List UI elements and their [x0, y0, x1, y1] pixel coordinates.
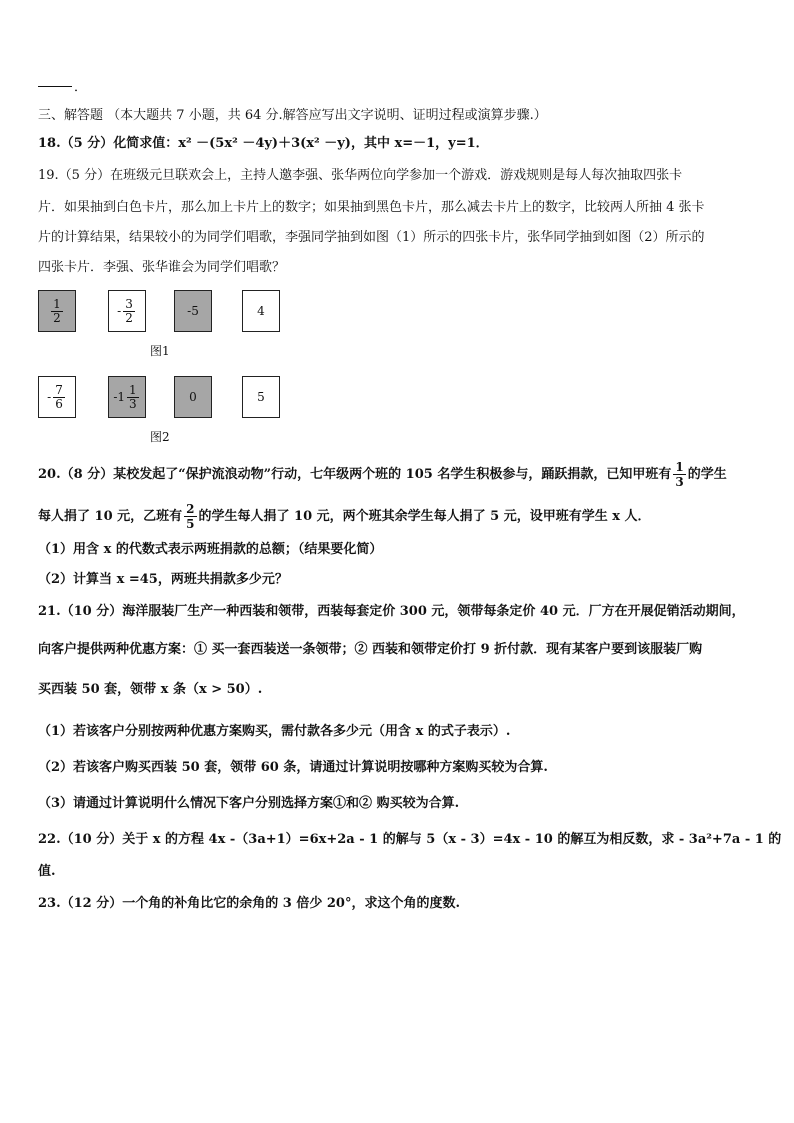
denominator: 2: [125, 310, 133, 325]
fig1-card-4: 4: [242, 290, 280, 332]
question-21-line-1: 21.（10 分）海洋服装厂生产一种西装和领带，西装每套定价 300 元，领带每条定价 40 元．厂方在开展促销活动期间，: [38, 604, 745, 619]
q20-text-c: 每人捐了 10 元，乙班有: [38, 509, 183, 524]
question-22-line-1: 22.（10 分）关于 x 的方程 4x -（3a+1）=6x+2a - 1 的解与 5（x - 3）=4x - 10 的解互为相反数，求 - 3a²+7a - 1 的: [38, 832, 782, 847]
numerator: 7: [55, 382, 63, 397]
denominator: 2: [53, 310, 61, 325]
q20-text-b: 的学生: [687, 467, 727, 482]
fraction-one-third: [673, 460, 685, 489]
numerator: 3: [125, 296, 133, 311]
numerator: 1: [129, 382, 137, 397]
numerator: 1: [53, 296, 61, 311]
question-21-line-2: 向客户提供两种优惠方案：① 买一套西装送一条领带；② 西装和领带定价打 9 折付款．现有某客户要到该服装厂购: [38, 642, 703, 657]
question-20-line-2: [38, 502, 651, 531]
question-22-line-2: 值.: [38, 864, 56, 879]
fraction: [53, 384, 65, 411]
fig2-card-1: [38, 376, 76, 418]
fig2-card-3: 0: [174, 376, 212, 418]
section-title: 三、解答题: [38, 108, 104, 123]
question-20-sub-2: （2）计算当 x =45，两班共捐款多少元？: [38, 572, 288, 587]
denominator: 3: [129, 396, 137, 411]
question-21-sub-3: （3）请通过计算说明什么情况下客户分别选择方案①和② 购买较为合算.: [38, 796, 460, 811]
question-19-line-4: 四张卡片．李强、张华谁会为同学们唱歌？: [38, 260, 286, 275]
sign: -: [117, 304, 122, 318]
q20-text-d: 的学生每人捐了 10 元，两个班其余学生每人捐了 5 元，设甲班有学生 x 人．: [198, 509, 651, 524]
question-20-line-1: [38, 460, 727, 489]
question-23: 23.（12 分）一个角的补角比它的余角的 3 倍少 20°，求这个角的度数.: [38, 896, 460, 911]
fig1-card-2: [108, 290, 146, 332]
question-19-line-2: 片．如果抽到白色卡片，那么加上卡片上的数字；如果抽到黑色卡片，那么减去卡片上的数字，比较两人所抽 4 张卡: [38, 200, 705, 215]
sign: -: [47, 390, 52, 404]
question-18: 18.（5 分）化简求值：x² －(5x² －4y)＋3(x² －y)，其中 x=－1，y=1．: [38, 136, 489, 151]
question-19-line-3: 片的计算结果，结果较小的为同学们唱歌，李强同学抽到如图（1）所示的四张卡片，张华同学抽到如图（2）所示的: [38, 230, 705, 245]
fig1-caption: 图1: [150, 344, 170, 358]
question-19-line-1: 19.（5 分）在班级元旦联欢会上，主持人邀李强、张华两位向学参加一个游戏．游戏规则是每人每次抽取四张卡: [38, 168, 683, 183]
fraction: [51, 298, 63, 325]
section-header: [38, 106, 547, 126]
fig2-caption: 图2: [150, 430, 170, 444]
fraction-two-fifths: [184, 502, 196, 531]
blank-period: ．: [74, 80, 88, 95]
denominator: 5: [186, 517, 195, 531]
fraction: [123, 298, 135, 325]
fig1-card-1: [38, 290, 76, 332]
fraction: [127, 384, 139, 411]
section-note: （本大题共 7 小题，共 64 分.解答应写出文字说明、证明过程或演算步骤.）: [107, 108, 547, 123]
question-21-line-3: 买西装 50 套，领带 x 条（x > 50）.: [38, 682, 263, 697]
fig2-card-4: 5: [242, 376, 280, 418]
whole: -1: [113, 390, 126, 404]
fig2-card-2: [108, 376, 146, 418]
fig1-card-3: -5: [174, 290, 212, 332]
question-20-sub-1: （1）用含 x 的代数式表示两班捐款的总额；（结果要化简）: [38, 542, 383, 557]
question-21-sub-2: （2）若该客户购买西装 50 套，领带 60 条，请通过计算说明按哪种方案购买较为合算.: [38, 760, 548, 775]
numerator: 2: [186, 502, 195, 516]
answer-blank-line: [38, 86, 72, 87]
numerator: 1: [675, 460, 684, 474]
denominator: 6: [55, 396, 63, 411]
question-21-sub-1: （1）若该客户分别按两种优惠方案购买，需付款各多少元（用含 x 的式子表示）.: [38, 724, 511, 739]
q20-text-a: 20.（8 分）某校发起了“保护流浪动物”行动，七年级两个班的 105 名学生积极参与，踊跃捐款，已知甲班有: [38, 467, 672, 482]
denominator: 3: [675, 475, 684, 489]
